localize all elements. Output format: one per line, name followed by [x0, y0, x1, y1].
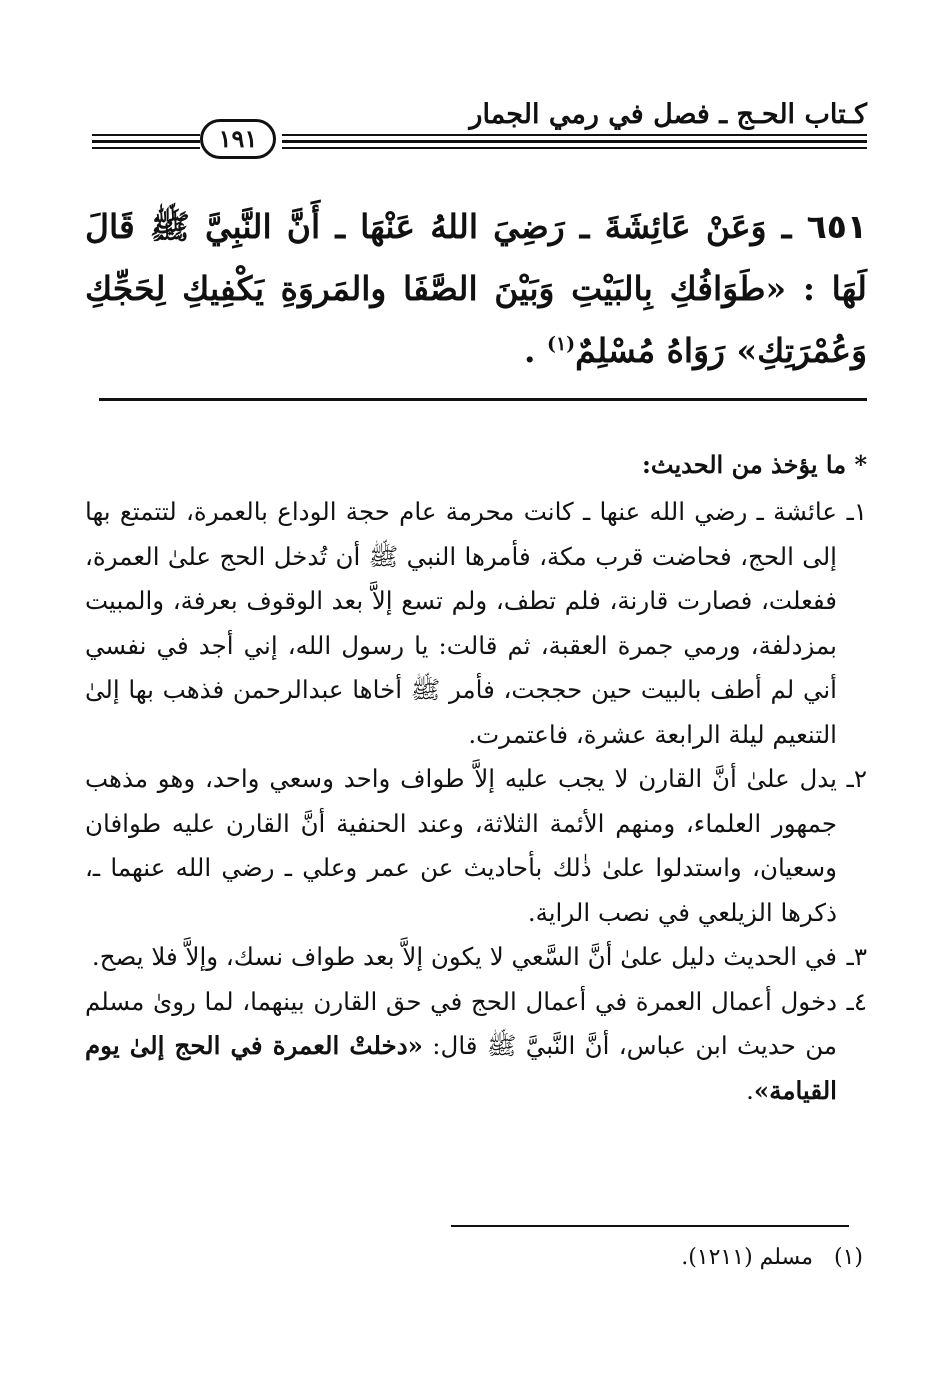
benefit-item [85, 935, 867, 980]
benefit-text: عائشة ـ رضي الله عنها ـ كانت محرمة عام حجة الوداع بالعمرة، لتتمتع بها إلى الحج، فحاضت قرب مكة، فأمرها النبي ﷺ أن تُدخل الحج علىٰ العمرة، ففعلت، فصارت قارنة، فلم تطف، ولم تسع إلاَّ بعد الوقوف بعرفة، والمبيت بمزدلفة، ورمي جمرة العقبة، ثم قالت: يا رسول الله، إني أجد في نفسي أني لم أطف بالبيت حين حججت، فأمر ﷺ أخاها عبدالرحمن فذهب بها إلىٰ التنعيم ليلة الرابعة عشرة، فاعتمرت. [85, 497, 837, 749]
footnote-reference: (١) [546, 333, 576, 355]
footnote-text: مسلم (١٢١١). [681, 1245, 813, 1270]
page-number: ١٩١ [200, 119, 276, 159]
benefit-number: ٤ـ [846, 986, 867, 1016]
benefit-number: ٣ـ [846, 942, 867, 971]
benefit-end-mark: . [746, 1075, 754, 1105]
header-rule [92, 147, 200, 149]
section-divider [99, 398, 867, 401]
benefit-number: ١ـ [846, 497, 867, 526]
benefit-text: دخول أعمال العمرة في أعمال الحج في حق القارن بينهما، لما روىٰ مسلم من حديث ابن عباس، أنَّ النَّبيَّ ﷺ قال: [85, 986, 837, 1060]
header-rule [92, 140, 200, 143]
footnote-rule [451, 1225, 849, 1227]
benefit-item [85, 757, 867, 935]
benefit-number: ٢ـ [846, 764, 867, 793]
hadith-number: ٦٥١ [806, 207, 867, 246]
hadith-quote: «دخلتْ العمرة في الحج إلىٰ يوم القيامة» [85, 1031, 837, 1105]
header-rule [282, 134, 867, 136]
benefit-item [85, 980, 867, 1114]
footnote [163, 1240, 863, 1276]
section-heading: * ما يؤخذ من الحديث: [642, 450, 867, 479]
benefit-text: في الحديث دليل علىٰ أنَّ السَّعي لا يكون إلاَّ بعد طواف نسك، وإلاَّ فلا يصح. [91, 942, 837, 971]
running-title: كـتاب الحـج ـ فصل في رمي الجمار [469, 99, 867, 130]
header-rule [282, 140, 867, 143]
hadith-block [85, 196, 867, 382]
footnote-mark: (١) [833, 1245, 863, 1270]
hadith-end-mark: . [523, 331, 536, 370]
hadith-text: وَعَنْ عَائِشَةَ ـ رَضِيَ اللهُ عَنْهَا ـ أَنَّ النَّبِيَّ ﷺ قَالَ لَهَا : «طَوَافُكِ بِالبَيْتِ وَبَيْنَ الصَّفَا والمَروَةِ يَكْفِيكِ لِحَجِّكِ وَعُمْرَتِكِ» رَوَاهُ مُسْلِمٌ [85, 207, 867, 370]
benefit-item [85, 490, 867, 757]
header-rule [92, 134, 200, 136]
benefit-text: يدل علىٰ أنَّ القارن لا يجب عليه إلاَّ طواف واحد وسعي واحد، وهو مذهب جمهور العلماء، ومنهم الأئمة الثلاثة، وعند الحنفية أنَّ القارن عليه طوافان وسعيان، واستدلوا علىٰ ذٰلك بأحاديث عن عمر وعلي ـ رضي الله عنهما ـ، ذكرها الزيلعي في نصب الراية. [85, 764, 837, 927]
header-rule [282, 147, 867, 149]
benefits-list [85, 490, 867, 1113]
hadith-dash: ـ [781, 207, 792, 246]
